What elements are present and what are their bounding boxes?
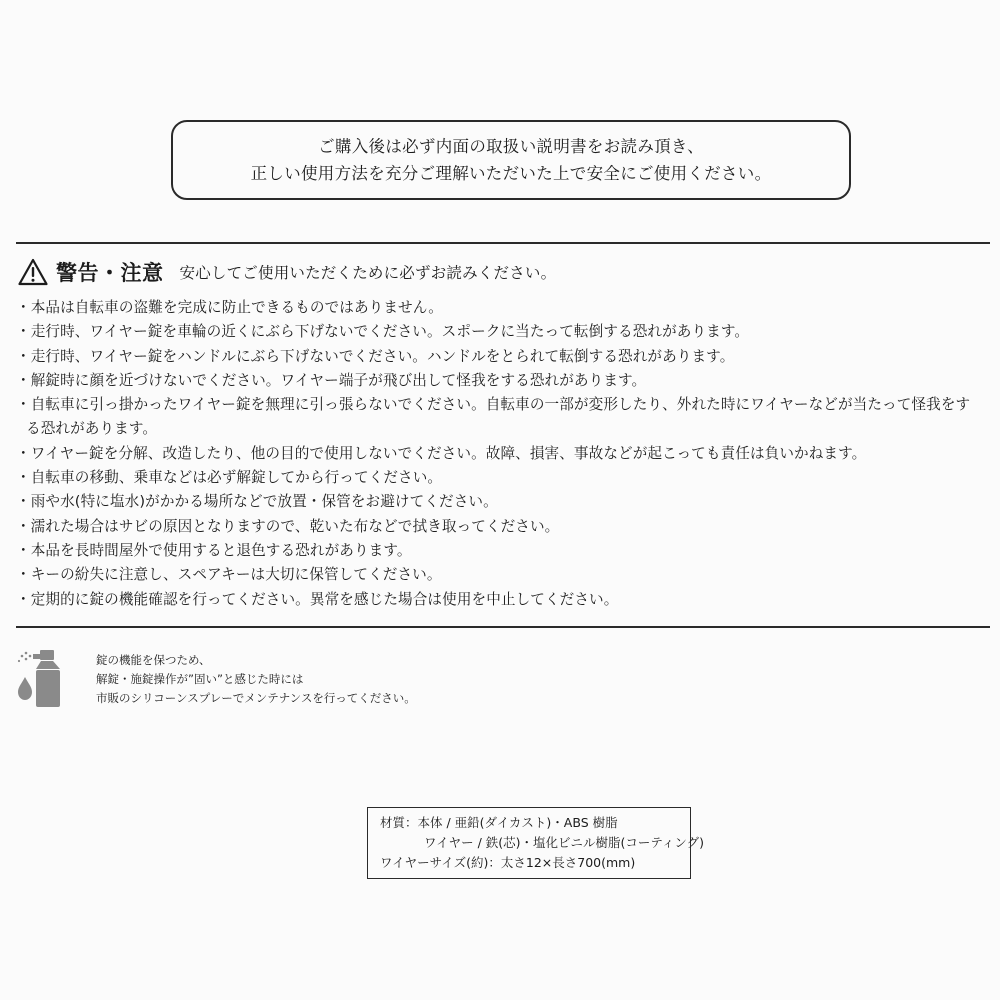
warning-item: ・本品を長時間屋外で使用すると退色する恐れがあります。 (16, 541, 412, 559)
warning-item: ・本品は自転車の盗難を完成に防止できるものではありません。 (16, 299, 443, 316)
spec-wire-size: ワイヤーサイズ(約)：太さ12×長さ700(mm) (380, 855, 636, 870)
spray-can-icon (14, 647, 76, 709)
warning-item: ・雨や水(特に塩水)がかかる場所などで放置・保管をお避けてください。 (16, 493, 498, 511)
notice-line-1: ご購入後は必ず内面の取扱い説明書をお読み頂き、 (318, 137, 704, 156)
warning-item: ・走行時、ワイヤー錠を車輪の近くにぶら下げないでください。スポークに当たって転倒する恐れがあります。 (16, 323, 750, 341)
warning-item: ・定期的に錠の機能確認を行ってください。異常を感じた場合は使用を中止してください。 (16, 590, 619, 608)
warning-item: ・自転車の移動、乗車などは必ず解錠してから行ってください。 (16, 469, 443, 487)
warning-header (18, 255, 556, 289)
spec-material-body: 材質：本体 / 亜鉛(ダイカスト)・ABS 樹脂 (380, 815, 618, 830)
warning-title: 警告・注意 (56, 261, 164, 285)
warning-item: ・ワイヤー錠を分解、改造したり、他の目的で使用しないでください。故障、損害、事故などが起こっても責任は負いかねます。 (16, 444, 867, 462)
maintenance-note (14, 645, 416, 709)
bottom-divider (16, 626, 990, 628)
maintenance-line-2: 解錠・施錠操作が”固い”と感じた時には (96, 672, 304, 686)
spec-material-wire: ワイヤー / 鉄(芯)・塩化ビニル樹脂(コーティング) (424, 835, 705, 850)
warning-item: ・走行時、ワイヤー錠をハンドルにぶら下げないでください。ハンドルをとられて転倒する恐れがあります。 (16, 347, 735, 365)
warning-item: ・解錠時に顔を近づけないでください。ワイヤー端子が飛び出して怪我をする恐れがあります。 (16, 371, 647, 389)
maintenance-line-3: 市販のシリコーンスプレーでメンテナンスを行ってください。 (96, 691, 416, 705)
material-spec-box (367, 807, 705, 879)
warning-item: ・濡れた場合はサビの原因となりますので、乾いた布などで拭き取ってください。 (16, 517, 560, 535)
top-divider (16, 242, 990, 244)
maintenance-line-1: 錠の機能を保つため、 (96, 653, 211, 667)
notice-line-2: 正しい使用方法を充分ご理解いただいた上で安全にご使用ください。 (250, 164, 772, 183)
warning-list (16, 296, 976, 612)
warning-item: ・キーの紛失に注意し、スペアキーは大切に保管してください。 (16, 566, 442, 584)
read-manual-notice (171, 120, 851, 200)
warning-triangle-icon (18, 258, 48, 286)
warning-subtitle: 安心してご使用いただくために必ずお読みください。 (179, 264, 557, 282)
warning-item: ・自転車に引っ掛かったワイヤー錠を無理に引っ張らないでください。自転車の一部が変形したり、外れた時にワイヤーなどが当たって怪我をする恐れがあります。 (16, 396, 971, 438)
